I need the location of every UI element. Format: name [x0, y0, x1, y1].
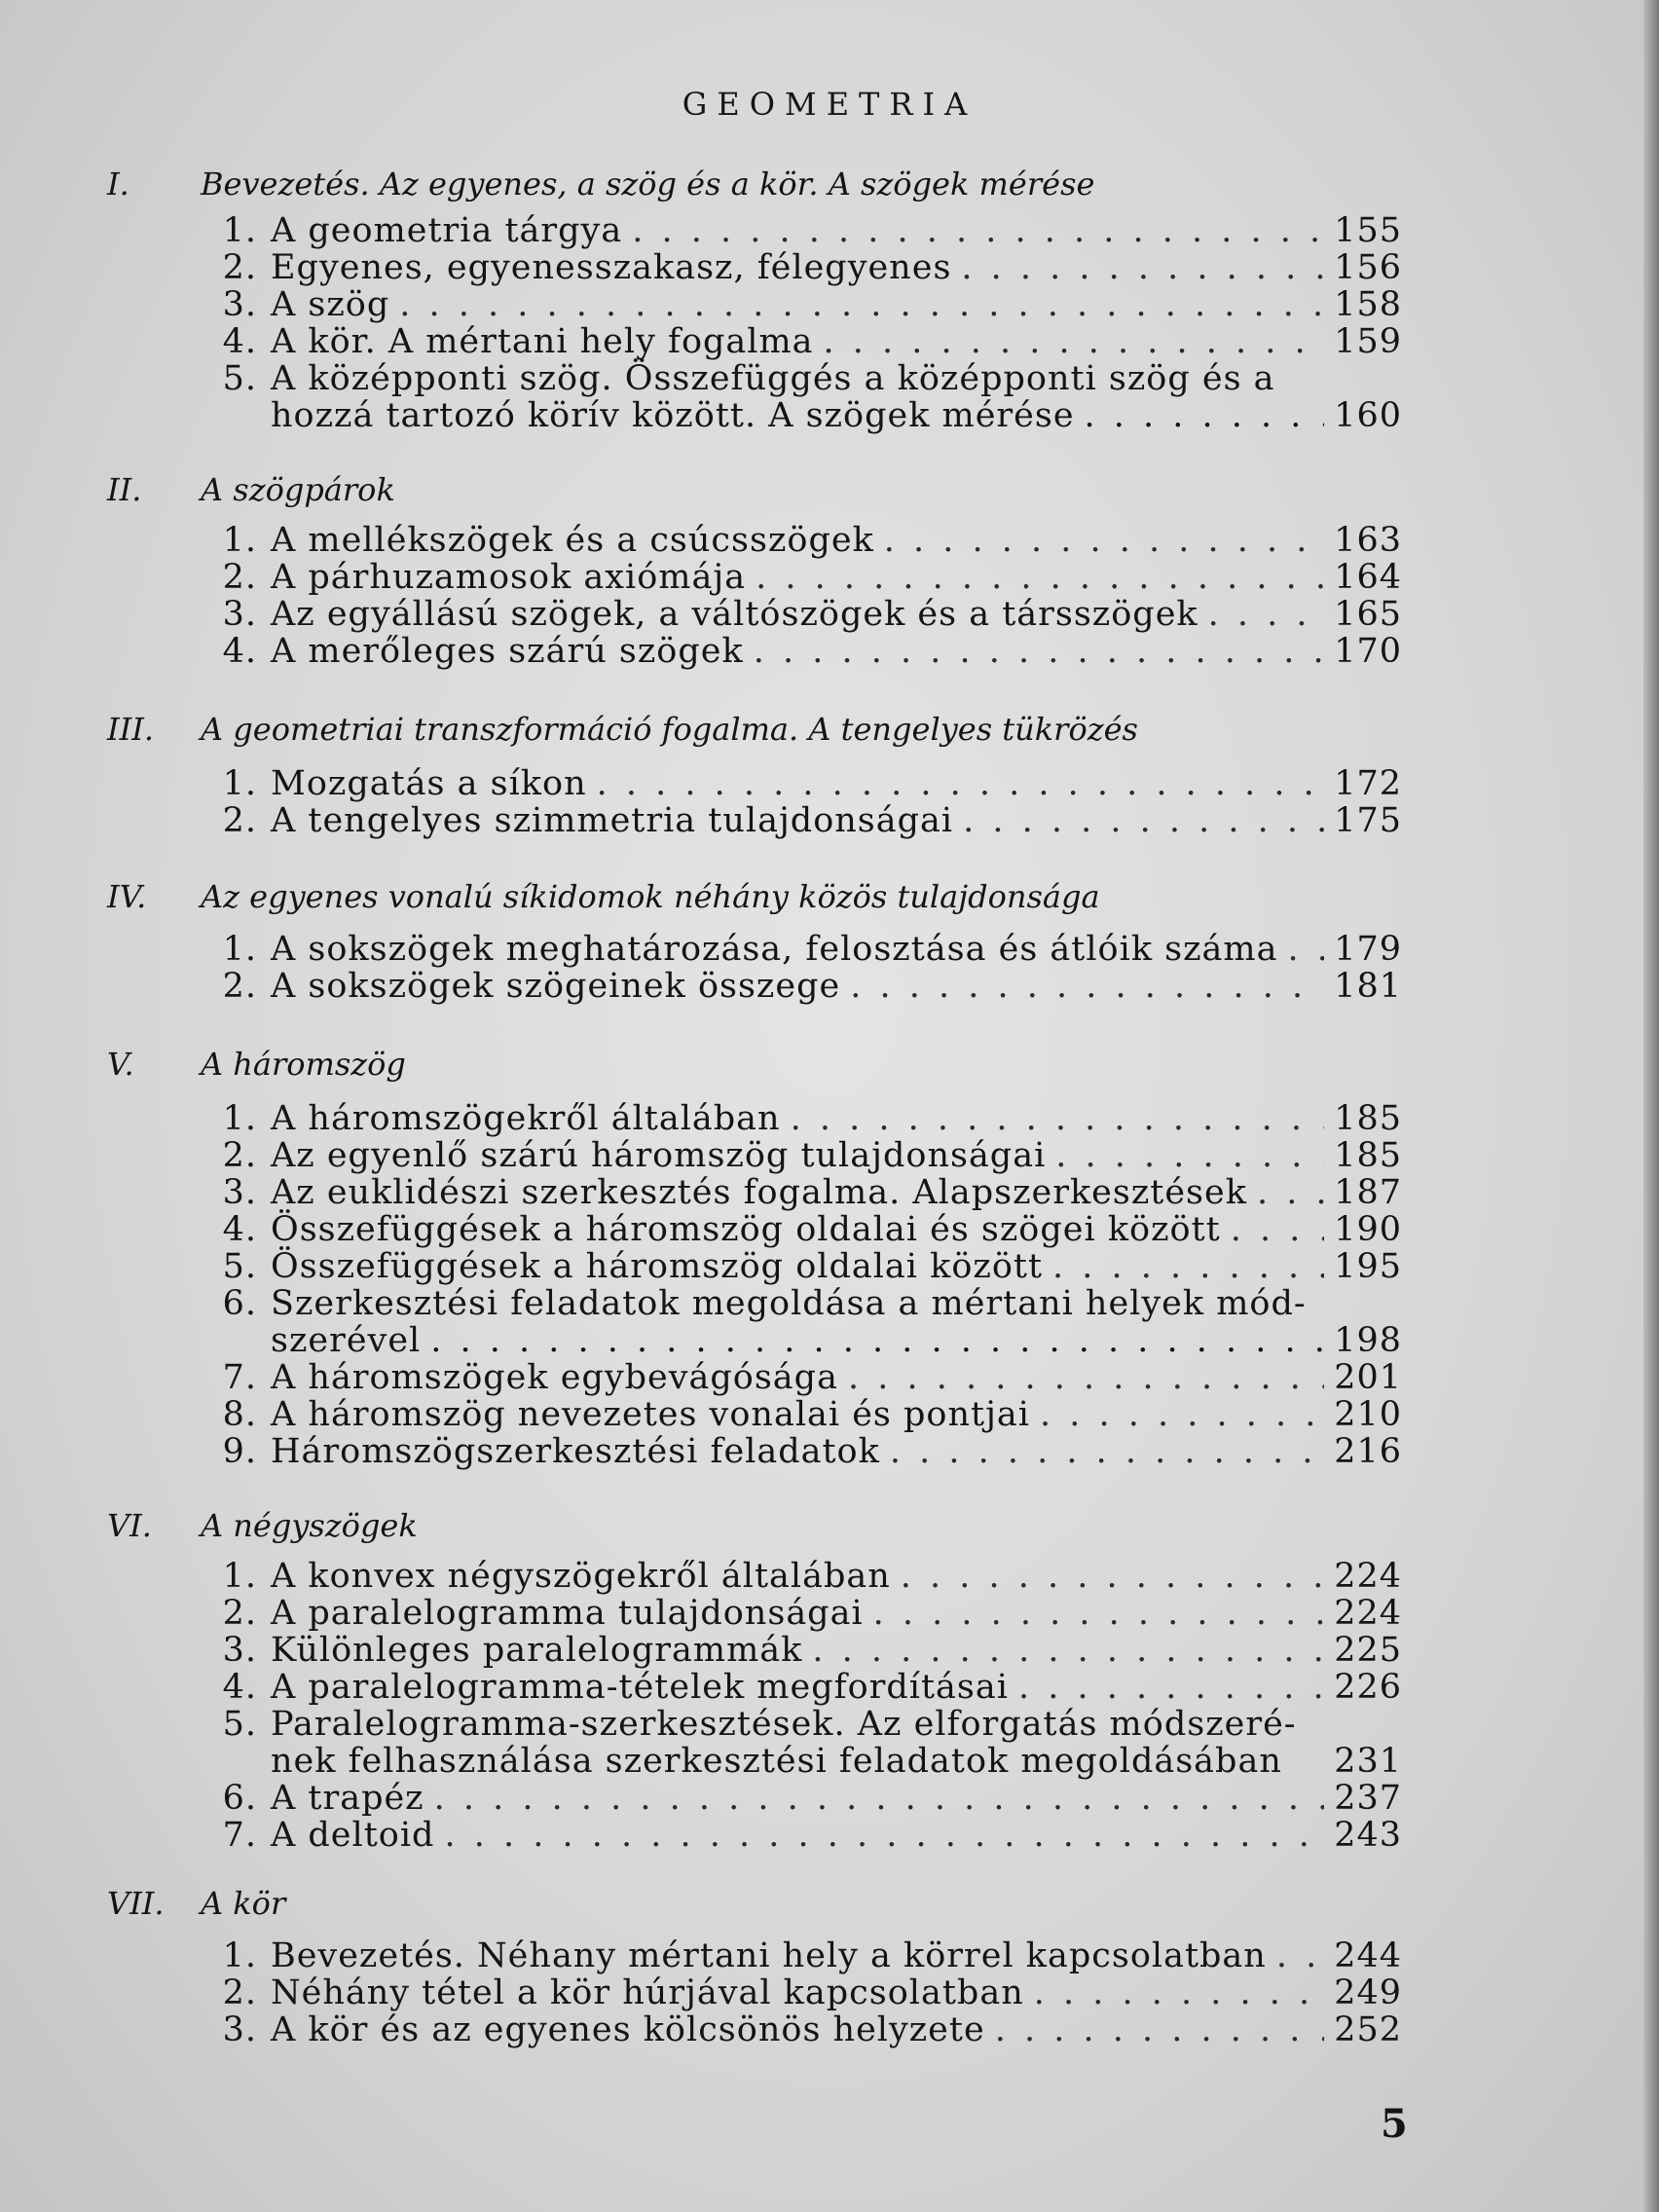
- entry-title: Szerkesztési feladatok megoldása a mértani helyek mód-: [271, 1284, 1307, 1323]
- entry-number: 3.: [222, 595, 257, 634]
- dot-leader: [597, 765, 1325, 802]
- entry-page: 225: [1334, 1631, 1402, 1670]
- chapter-number: IV.: [107, 878, 147, 915]
- toc-entry[interactable]: [204, 323, 1402, 360]
- entry-title: A háromszögek egybevágósága: [271, 1358, 838, 1397]
- dot-leader: [1257, 1174, 1324, 1211]
- entry-number: 2.: [222, 558, 257, 597]
- entry-number: 4.: [222, 632, 257, 671]
- entry-number: 3.: [222, 2010, 257, 2049]
- entry-title: A tengelyes szimmetria tulajdonságai: [271, 801, 954, 840]
- entry-page: 170: [1334, 632, 1402, 671]
- entry-title-continued: hozzá tartozó körív között. A szögek mérése: [271, 396, 1075, 435]
- toc-entry[interactable]: [204, 286, 1402, 323]
- toc-entry[interactable]: [204, 212, 1402, 249]
- entry-page: 163: [1334, 521, 1402, 560]
- entry-number: 1.: [222, 764, 257, 803]
- entry-page: 190: [1334, 1210, 1402, 1249]
- entry-title: A kör. A mértani hely fogalma: [271, 322, 814, 361]
- toc-entry[interactable]: [204, 1706, 1402, 1743]
- entry-page: 185: [1334, 1136, 1402, 1175]
- entry-number: 1.: [222, 211, 257, 250]
- entry-title: A paralelogramma-tételek megfordításai: [271, 1668, 1009, 1707]
- dot-leader: [1018, 1669, 1324, 1706]
- entry-page: 231: [1334, 1742, 1402, 1781]
- entry-page: 159: [1334, 322, 1402, 361]
- entry-number: 1.: [222, 1936, 257, 1975]
- chapter-heading-1: [107, 166, 1373, 203]
- chapter-heading-6: [107, 1507, 1373, 1544]
- toc-entry[interactable]: [204, 1974, 1402, 2011]
- entry-page: 185: [1334, 1099, 1402, 1138]
- entry-page: 164: [1334, 558, 1402, 597]
- entry-title: Néhány tétel a kör húrjával kapcsolatban: [271, 1973, 1024, 2012]
- entry-page: 158: [1334, 285, 1402, 324]
- entry-title: A deltoid: [271, 1816, 435, 1855]
- entry-page: 249: [1334, 1973, 1402, 2012]
- toc-entry[interactable]: [204, 1433, 1402, 1470]
- dot-leader: [1085, 397, 1325, 434]
- chapter-number: I.: [107, 166, 129, 203]
- entry-title: A sokszögek szögeinek összege: [271, 967, 841, 1006]
- entry-title-continued: szerével: [271, 1321, 422, 1360]
- dot-leader: [901, 1558, 1324, 1595]
- chapter-number: III.: [107, 711, 155, 748]
- toc-entry[interactable]: [204, 1285, 1402, 1322]
- entry-number: 6.: [222, 1779, 257, 1818]
- toc-entry[interactable]: [204, 249, 1402, 286]
- entry-page: 216: [1334, 1432, 1402, 1471]
- dot-leader: [791, 1100, 1325, 1137]
- chapter-title: A szögpárok: [201, 471, 395, 508]
- entry-number: 3.: [222, 285, 257, 324]
- entry-title: Az egyenlő szárú háromszög tulajdonságai: [271, 1136, 1047, 1175]
- entry-page: 155: [1334, 211, 1402, 250]
- dot-leader: [1034, 1974, 1324, 2011]
- toc-entry[interactable]: [204, 1211, 1402, 1248]
- entry-title: Különleges paralelogrammák: [271, 1631, 803, 1670]
- entry-title: A sokszögek meghatározása, felosztása és átlóik száma: [271, 930, 1278, 969]
- entry-title: Az egyállású szögek, a váltószögek és a társszögek: [271, 595, 1198, 634]
- entry-title: Mozgatás a síkon: [271, 764, 587, 803]
- entry-page: 243: [1334, 1816, 1402, 1855]
- entry-number: 2.: [222, 967, 257, 1006]
- entry-number: 2.: [222, 1136, 257, 1175]
- entry-title: A konvex négyszögekről általában: [271, 1557, 891, 1596]
- chapter-title: Az egyenes vonalú síkidomok néhány közös tulajdonsága: [201, 878, 1100, 915]
- dot-leader: [1287, 931, 1324, 968]
- dot-leader: [963, 802, 1324, 839]
- toc-entry[interactable]: [204, 1817, 1402, 1854]
- toc-entry[interactable]: [204, 633, 1402, 670]
- entry-number: 4.: [222, 1668, 257, 1707]
- entry-title-continued: nek felhasználása szerkesztési feladatok megoldásában: [271, 1742, 1282, 1781]
- entry-page: 179: [1334, 930, 1402, 969]
- entry-title: Összefüggések a háromszög oldalai között: [271, 1247, 1044, 1286]
- entry-page: 252: [1334, 2010, 1402, 2049]
- toc-entry[interactable]: [204, 522, 1402, 559]
- dot-leader: [873, 1595, 1325, 1632]
- entry-page: 244: [1334, 1936, 1402, 1975]
- chapter-title: A négyszögek: [201, 1507, 418, 1544]
- dot-leader: [884, 522, 1324, 559]
- entry-title: A háromszögekről általában: [271, 1099, 781, 1138]
- entry-number: 5.: [222, 359, 257, 398]
- toc-entry[interactable]: [204, 360, 1402, 397]
- entry-number: 5.: [222, 1247, 257, 1286]
- toc-entry[interactable]: [204, 931, 1402, 968]
- dot-leader: [890, 1433, 1324, 1470]
- entry-title: A háromszög nevezetes vonalai és pontjai: [271, 1395, 1030, 1434]
- toc-entry[interactable]: [204, 1137, 1402, 1174]
- entry-title: A kör és az egyenes kölcsönös helyzete: [271, 2010, 985, 2049]
- toc-entry[interactable]: [204, 1558, 1402, 1595]
- entry-number: 3.: [222, 1173, 257, 1212]
- entry-number: 7.: [222, 1358, 257, 1397]
- toc-entry[interactable]: [204, 2011, 1402, 2048]
- chapter-heading-2: [107, 471, 1373, 508]
- toc-entry[interactable]: [204, 1100, 1402, 1137]
- toc-entry[interactable]: [204, 1780, 1402, 1817]
- toc-entry[interactable]: [204, 1632, 1402, 1669]
- chapter-title: A geometriai transzformáció fogalma. A tengelyes tükrözés: [201, 711, 1138, 748]
- entry-number: 3.: [222, 1631, 257, 1670]
- chapter-heading-4: [107, 878, 1373, 915]
- dot-leader: [632, 212, 1324, 249]
- page-title: GEOMETRIA: [682, 86, 977, 123]
- toc-entry[interactable]: [204, 1174, 1402, 1211]
- entry-number: 8.: [222, 1395, 257, 1434]
- entry-title: A geometria tárgya: [271, 211, 623, 250]
- dot-leader: [1231, 1211, 1324, 1248]
- entry-number: 9.: [222, 1432, 257, 1471]
- toc-entry[interactable]: [204, 1669, 1402, 1706]
- entry-title: A merőleges szárú szögek: [271, 632, 744, 671]
- entry-title: Háromszögszerkesztési feladatok: [271, 1432, 880, 1471]
- entry-page: 210: [1334, 1395, 1402, 1434]
- entry-number: 1.: [222, 930, 257, 969]
- dot-leader: [754, 633, 1325, 670]
- page-number: 5: [1381, 2101, 1408, 2147]
- entry-title: Paralelogramma-szerkesztések. Az elforgatás módszeré-: [271, 1705, 1297, 1744]
- chapter-title: A háromszög: [201, 1046, 406, 1083]
- entry-number: 4.: [222, 322, 257, 361]
- entry-number: 4.: [222, 1210, 257, 1249]
- entry-title: A szög: [271, 285, 390, 324]
- entry-page: 156: [1334, 248, 1402, 287]
- entry-page: 237: [1334, 1779, 1402, 1818]
- dot-leader: [961, 249, 1324, 286]
- entry-number: 5.: [222, 1705, 257, 1744]
- chapter-number: VII.: [107, 1885, 165, 1922]
- dot-leader: [812, 1632, 1324, 1669]
- chapter-title: A kör: [201, 1885, 286, 1922]
- toc-entry[interactable]: [204, 1396, 1402, 1433]
- entry-page: 198: [1334, 1321, 1402, 1360]
- dot-leader: [1052, 1248, 1324, 1285]
- dot-leader: [399, 286, 1324, 323]
- entry-number: 2.: [222, 801, 257, 840]
- dot-leader: [848, 1359, 1324, 1396]
- toc-entry[interactable]: [204, 596, 1402, 633]
- dot-leader: [1208, 596, 1325, 633]
- entry-number: 1.: [222, 521, 257, 560]
- dot-leader: [824, 323, 1325, 360]
- entry-page: 224: [1334, 1594, 1402, 1633]
- chapter-number: VI.: [107, 1507, 152, 1544]
- toc-entry-continuation[interactable]: [271, 1322, 1402, 1359]
- dot-leader: [1040, 1396, 1324, 1433]
- toc-entry[interactable]: [204, 765, 1402, 802]
- entry-page: 175: [1334, 801, 1402, 840]
- chapter-number: II.: [107, 471, 142, 508]
- chapter-title: Bevezetés. Az egyenes, a szög és a kör. A szögek mérése: [201, 166, 1095, 203]
- entry-title: A mellékszögek és a csúcsszögek: [271, 521, 874, 560]
- toc-entry[interactable]: [204, 1248, 1402, 1285]
- dot-leader: [1276, 1937, 1324, 1974]
- chapter-heading-3: [107, 711, 1373, 748]
- entry-page: 172: [1334, 764, 1402, 803]
- entry-page: 201: [1334, 1358, 1402, 1397]
- entry-title: A középponti szög. Összefüggés a középponti szög és a: [271, 359, 1275, 398]
- dot-leader: [430, 1322, 1324, 1359]
- entry-number: 6.: [222, 1284, 257, 1323]
- dot-leader: [756, 559, 1324, 596]
- entry-page: 181: [1334, 967, 1402, 1006]
- entry-title: Egyenes, egyenesszakasz, félegyenes: [271, 248, 952, 287]
- toc-entry[interactable]: [204, 968, 1402, 1005]
- toc-entry-continuation[interactable]: [271, 397, 1402, 434]
- toc-entry[interactable]: [204, 1937, 1402, 1974]
- entry-title: A trapéz: [271, 1779, 424, 1818]
- dot-leader: [1055, 1137, 1324, 1174]
- chapter-heading-5: [107, 1046, 1373, 1083]
- entry-number: 2.: [222, 248, 257, 287]
- entry-title: A paralelogramma tulajdonságai: [271, 1594, 864, 1633]
- chapter-heading-7: [107, 1885, 1373, 1922]
- dot-leader: [850, 968, 1324, 1005]
- entry-title: Bevezetés. Néhany mértani hely a körrel kapcsolatban: [271, 1936, 1267, 1975]
- entry-page: 187: [1334, 1173, 1402, 1212]
- toc-entry-continuation[interactable]: [271, 1743, 1402, 1780]
- entry-page: 226: [1334, 1668, 1402, 1707]
- entry-page: 224: [1334, 1557, 1402, 1596]
- entry-number: 2.: [222, 1973, 257, 2012]
- entry-page: 195: [1334, 1247, 1402, 1286]
- dot-leader: [444, 1817, 1324, 1854]
- toc-entry[interactable]: [204, 802, 1402, 839]
- dot-leader: [434, 1780, 1325, 1817]
- dot-leader: [995, 2011, 1325, 2048]
- toc-entry[interactable]: [204, 1595, 1402, 1632]
- entry-title: A párhuzamosok axiómája: [271, 558, 747, 597]
- entry-number: 2.: [222, 1594, 257, 1633]
- entry-title: Összefüggések a háromszög oldalai és szögei között: [271, 1210, 1221, 1249]
- toc-entry[interactable]: [204, 1359, 1402, 1396]
- entry-number: 7.: [222, 1816, 257, 1855]
- toc-entry[interactable]: [204, 559, 1402, 596]
- entry-number: 1.: [222, 1099, 257, 1138]
- entry-title: Az euklidészi szerkesztés fogalma. Alapszerkesztések: [271, 1173, 1247, 1212]
- entry-page: 165: [1334, 595, 1402, 634]
- chapter-number: V.: [107, 1046, 134, 1083]
- entry-number: 1.: [222, 1557, 257, 1596]
- entry-page: 160: [1334, 396, 1402, 435]
